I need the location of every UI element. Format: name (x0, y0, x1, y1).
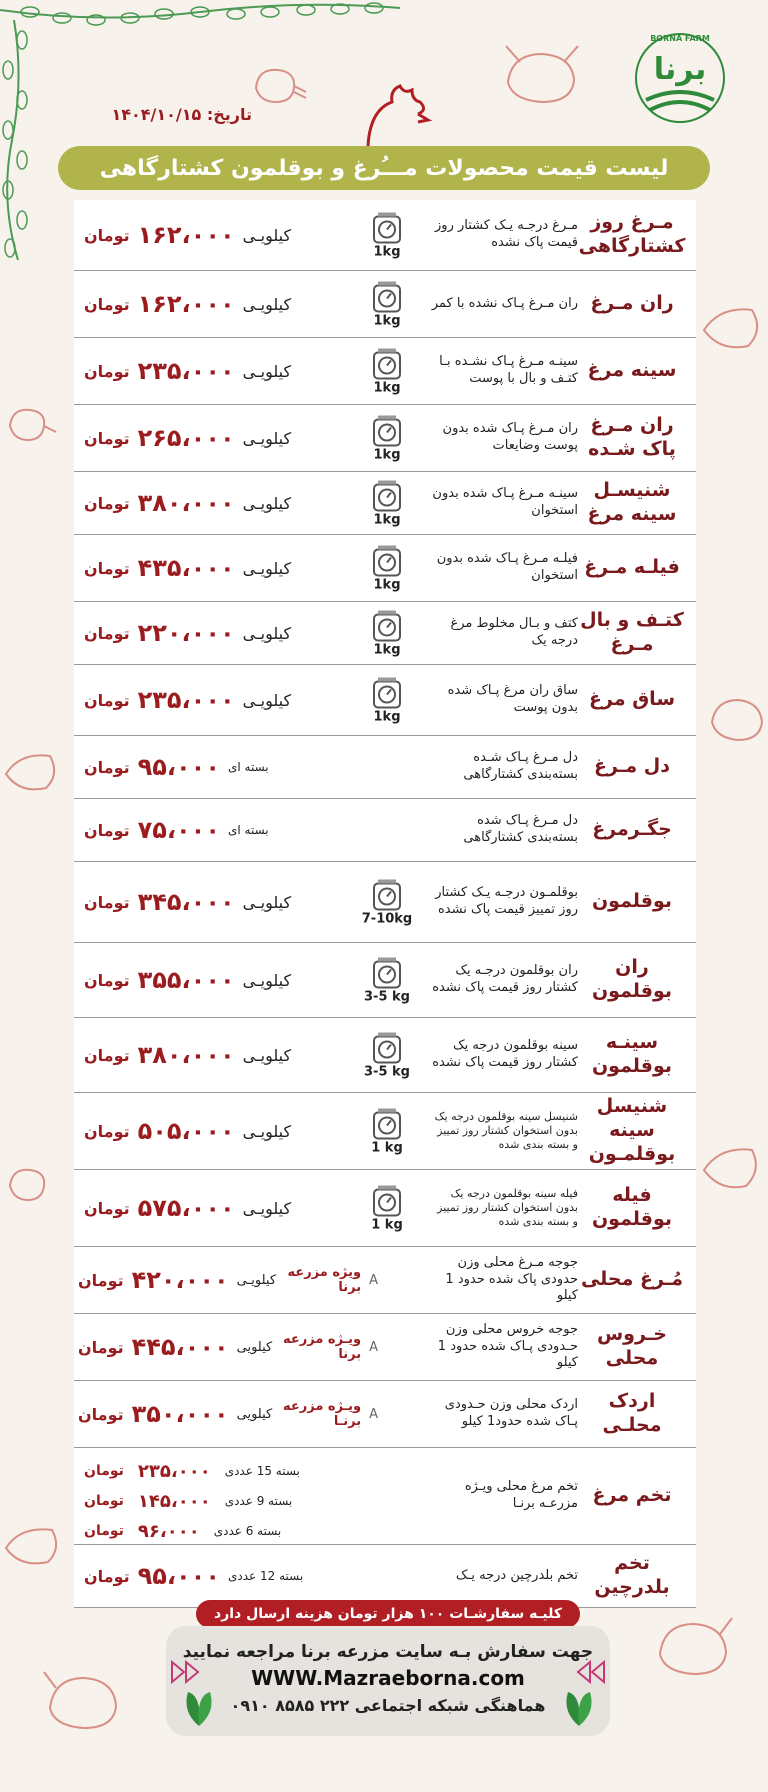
scale-icon (370, 878, 404, 912)
price-unit: کیلویـی (242, 294, 292, 314)
logo-subtext: BORNA FARM (650, 34, 710, 43)
price-currency: تومان (78, 1404, 124, 1424)
product-name: خـروس محلی (596, 1323, 668, 1369)
product-description: ران بوقلمون درجـه یک کشتار روز قیمت پاک نشده (432, 963, 578, 995)
page-title (58, 146, 710, 190)
price-currency: تومان (84, 1493, 124, 1509)
product-description: ران مـرغ پـاک شده بدون پوست وضایعات (442, 421, 578, 453)
order-info-box (166, 1626, 610, 1736)
scale-icon (370, 1031, 404, 1065)
product-name: شنیسل سینه بوقلمـون (588, 1095, 676, 1165)
product-description: کتف و بـال مخلوط مرغ درجه یک (450, 616, 578, 648)
product-description: اردک محلی وزن حـدودی پـاک شده حدود1 کیلو (444, 1397, 578, 1429)
price-value: ۲۶۵،۰۰۰ (137, 424, 235, 452)
price-cell (84, 271, 354, 337)
price-currency: تومان (84, 361, 130, 381)
roast-chicken-sketch-icon (650, 1610, 736, 1682)
price-cell (78, 1247, 378, 1313)
shipping-notice (196, 1600, 580, 1628)
table-row (74, 1170, 696, 1247)
price-value: ۹۵،۰۰۰ (137, 1562, 220, 1590)
price-currency: تومان (84, 820, 130, 840)
price-value: ۱۶۲،۰۰۰ (137, 221, 235, 249)
order-instruction: جهت سفارش بـه سایت مزرعه برنا مراجعه نمایید (182, 1642, 594, 1662)
egg-price-option (84, 1516, 324, 1546)
chicken-leg-sketch-icon (4, 400, 60, 448)
weight-badge (360, 1107, 414, 1156)
price-cell (84, 1093, 354, 1169)
price-value: ۹۶،۰۰۰ (137, 1520, 200, 1542)
product-description: جوجه مـرغ محلی وزن حدودی پاک شده حدود 1 کیلو (445, 1254, 578, 1304)
price-unit: کیلویـی (242, 892, 292, 912)
table-row (74, 535, 696, 602)
table-row (74, 1093, 696, 1170)
weight-badge (360, 211, 414, 260)
scale-icon (370, 479, 404, 513)
leaf-icon (560, 1688, 598, 1728)
contact-info: هماهنگی شبکه اجتماعی ۲۲۲ ۸۵۸۵ ۰۹۱۰ (230, 1696, 546, 1715)
price-unit: کیلویـی (242, 1198, 292, 1218)
product-description: دل مـرغ پـاک شده بسته‌بندی کشتارگاهی (463, 813, 578, 845)
product-description: جوجه خروس محلی وزن حـدودی پـاک شده حدود 1 کیلو (437, 1321, 578, 1371)
price-currency: تومان (84, 892, 130, 912)
product-name: فیلـه مـرغ (584, 556, 680, 579)
logo-text: برنا (653, 52, 707, 87)
product-name: جگـرمرغ (592, 818, 672, 841)
price-value: ۱۴۵،۰۰۰ (137, 1490, 211, 1512)
chicken-leg-sketch-icon (248, 58, 312, 110)
weight-label: 1kg (373, 313, 401, 329)
weight-badge (360, 609, 414, 658)
price-value: ۴۲۰،۰۰۰ (131, 1266, 229, 1294)
price-currency: تومان (84, 1121, 130, 1141)
weight-label: 1kg (373, 447, 401, 463)
scale-icon (370, 1107, 404, 1141)
price-value: ۹۵،۰۰۰ (137, 753, 220, 781)
weight-badge (360, 347, 414, 396)
product-description: فیله سینه بوقلمون درجه یک بدون استخوان کشتار روز تمییز و بسته بندی شده (437, 1186, 578, 1229)
arrow-left-icon (572, 1660, 606, 1684)
product-name: مُـرغ محلی (580, 1268, 684, 1291)
product-description: سینه بوقلمون درجه یک کشتار روز قیمت پاک نشده (432, 1038, 578, 1070)
table-row (74, 862, 696, 943)
weight-label: 1kg (373, 512, 401, 528)
product-name: شنیسـل سینه مرغ (587, 479, 677, 525)
weight-badge (360, 1031, 414, 1080)
scale-icon (370, 676, 404, 710)
scale-icon (370, 1184, 404, 1218)
price-unit: کیلویـی (242, 428, 292, 448)
table-row (74, 271, 696, 338)
product-name: تخم بلدرچین (594, 1552, 670, 1598)
grade-mark: A (369, 1339, 378, 1355)
price-cell (84, 1170, 354, 1246)
price-value: ۳۵۰،۰۰۰ (131, 1400, 229, 1428)
shipping-notice-text: کلیـه سفارشـات ۱۰۰ هزار تومان هزینه ارسال دارد (214, 1606, 562, 1622)
egg-price-option (84, 1486, 324, 1516)
table-row (74, 602, 696, 665)
weight-label: 7-10kg (361, 911, 413, 927)
scale-icon (370, 956, 404, 990)
price-cell (84, 472, 354, 534)
price-unit: کیلویـی (242, 1121, 292, 1141)
product-name: ران مـرغ پاک شـده (588, 414, 676, 460)
pack-label: بسته 9 عددی (224, 1494, 293, 1508)
product-name: سینه مرغ (587, 359, 677, 382)
weight-label: 1 kg (371, 1140, 403, 1156)
product-description: بوقلمـون درجـه یـک کشتار روز تمییز قیمت پاک نشده (435, 885, 578, 917)
price-unit: کیلویـی (242, 1045, 292, 1065)
pack-label: بسته 12 عددی (227, 1569, 304, 1583)
price-value: ۴۴۵،۰۰۰ (131, 1333, 229, 1361)
price-currency: تومان (84, 1045, 130, 1065)
table-row (74, 943, 696, 1018)
product-description: سینـه مـرغ پـاک شده بدون استخوان (432, 486, 578, 518)
table-row (74, 1018, 696, 1093)
roast-chicken-sketch-icon (706, 690, 766, 746)
price-value: ۵۰۵،۰۰۰ (137, 1117, 235, 1145)
price-cell (84, 338, 354, 404)
price-unit: کیلویـی (242, 623, 292, 643)
weight-label: 1kg (373, 380, 401, 396)
price-cell (84, 535, 354, 601)
vine-decoration-top (0, 0, 400, 34)
farm-label: ویژه مزرعه برنا (287, 1265, 362, 1295)
price-cell (78, 1381, 378, 1447)
egg-price-list (84, 1456, 324, 1546)
table-row (74, 1545, 696, 1608)
scale-icon (370, 414, 404, 448)
product-description: ران مـرغ پـاک نشده با کمر (431, 295, 578, 311)
chicken-wing-sketch-icon (2, 748, 62, 798)
table-row (74, 405, 696, 472)
weight-badge (360, 878, 414, 927)
price-unit: کیلویـی (242, 690, 292, 710)
weight-label: 1 kg (371, 1217, 403, 1233)
price-cell (84, 1018, 354, 1092)
price-currency: تومان (84, 1198, 130, 1218)
table-row (74, 338, 696, 405)
price-value: ۲۳۵،۰۰۰ (137, 686, 235, 714)
farm-label: ویـژه مزرعه برنا (283, 1332, 362, 1362)
price-unit: کیلویی (236, 1339, 273, 1355)
date-label: تاریخ: (206, 105, 252, 124)
price-currency: تومان (84, 1566, 130, 1586)
price-unit: کیلویـی (242, 225, 292, 245)
pack-label: بسته ای (227, 760, 269, 774)
price-value: ۷۵،۰۰۰ (137, 816, 220, 844)
price-value: ۳۸۰،۰۰۰ (137, 1041, 235, 1069)
price-cell (84, 799, 354, 861)
price-currency: تومان (84, 623, 130, 643)
price-currency: تومان (84, 493, 130, 513)
price-unit: کیلویـی (236, 1272, 277, 1288)
weight-label: 3-5 kg (364, 1064, 410, 1080)
price-cell (78, 1314, 378, 1380)
weight-badge (360, 280, 414, 329)
weight-badge (360, 956, 414, 1005)
price-currency: تومان (84, 970, 130, 990)
product-name: دل مـرغ (594, 755, 670, 778)
table-row (74, 472, 696, 535)
price-currency: تومان (84, 1463, 124, 1479)
product-name: ران مـرغ (590, 292, 674, 315)
rooster-icon (362, 80, 432, 152)
price-value: ۲۳۵،۰۰۰ (137, 1460, 211, 1482)
pack-label: بسته ای (227, 823, 269, 837)
scale-icon (370, 280, 404, 314)
price-cell (84, 200, 354, 270)
weight-badge (360, 544, 414, 593)
page-title-text: لیست قیمت محصولات مـــُرغ و بوقلمون کشتارگاهی (99, 155, 669, 181)
chicken-leg-sketch-icon (4, 1160, 60, 1208)
price-currency: تومان (84, 428, 130, 448)
table-row (74, 200, 696, 271)
vine-decoration-left (0, 20, 34, 260)
price-currency: تومان (78, 1337, 124, 1357)
roast-chicken-sketch-icon (498, 40, 584, 110)
price-value: ۳۵۵،۰۰۰ (137, 966, 235, 994)
scale-icon (370, 211, 404, 245)
pack-label: بسته 15 عددی (224, 1464, 300, 1478)
price-value: ۲۲۰،۰۰۰ (137, 619, 235, 647)
website-link[interactable]: WWW.Mazraeborna.com (251, 1666, 525, 1690)
product-name: تخم مرغ (592, 1484, 672, 1507)
date-line (72, 105, 252, 131)
price-cell (84, 1545, 354, 1607)
product-name: مـرغ روز کشتارگاهی (578, 211, 686, 257)
price-currency: تومان (84, 558, 130, 578)
weight-label: 1kg (373, 709, 401, 725)
weight-badge (360, 1184, 414, 1233)
borna-farm-logo (632, 30, 728, 126)
table-row (74, 736, 696, 799)
date-value: ۱۴۰۴/۱۰/۱۵ (111, 105, 202, 124)
product-name: ساق مرغ (589, 688, 675, 711)
price-currency: تومان (78, 1270, 124, 1290)
price-value: ۳۴۵،۰۰۰ (137, 888, 235, 916)
price-cell (84, 602, 354, 664)
price-unit: کیلویی (236, 1406, 273, 1422)
product-description: فیلـه مـرغ پـاک شده بدون استخوان (436, 551, 578, 583)
price-cell (84, 665, 354, 735)
pack-label: بسته 6 عددی (213, 1524, 282, 1538)
chicken-wing-sketch-icon (700, 1140, 764, 1196)
weight-badge (360, 414, 414, 463)
scale-icon (370, 544, 404, 578)
table-row (74, 1314, 696, 1381)
price-cell (84, 736, 354, 798)
price-cell (84, 943, 354, 1017)
price-value: ۱۶۲،۰۰۰ (137, 290, 235, 318)
leaf-icon (180, 1688, 218, 1728)
chicken-wing-sketch-icon (2, 1520, 64, 1572)
product-description: دل مـرغ پـاک شـده بسته‌بندی کشتارگاهی (463, 750, 578, 782)
price-currency: تومان (84, 1523, 124, 1539)
weight-label: 1kg (373, 244, 401, 260)
product-description: تخم بلدرچین درجه یـک (455, 1567, 578, 1583)
weight-badge (360, 479, 414, 528)
roast-chicken-sketch-icon (40, 1664, 126, 1736)
product-description: ساق ران مرغ پـاک شده بدون پوست (447, 683, 578, 715)
table-row (74, 799, 696, 862)
price-unit: کیلویـی (242, 361, 292, 381)
price-unit: کیلویـی (242, 558, 292, 578)
weight-badge (360, 676, 414, 725)
grade-mark: A (369, 1406, 378, 1422)
product-name: کتـف و بال مـرغ (580, 609, 684, 655)
farm-label: ویـژه مزرعه برنـا (283, 1399, 362, 1429)
table-row (74, 665, 696, 736)
price-currency: تومان (84, 294, 130, 314)
table-row (74, 1448, 696, 1545)
product-description: مـرغ درجـه یـک کشتار روز قیمت پاک نشده (435, 218, 578, 250)
product-name: اردک محلـی (602, 1390, 662, 1436)
weight-label: 1kg (373, 642, 401, 658)
price-value: ۴۳۵،۰۰۰ (137, 554, 235, 582)
scale-icon (370, 609, 404, 643)
product-name: فیله بوقلمون (591, 1184, 673, 1230)
table-row (74, 1247, 696, 1314)
weight-label: 1kg (373, 577, 401, 593)
price-value: ۲۳۵،۰۰۰ (137, 357, 235, 385)
product-description: سینـه مـرغ پـاک نشـده بـا کتـف و بال با پوست (439, 354, 578, 386)
price-cell (84, 862, 354, 942)
product-name: بوقلمون (591, 890, 673, 913)
scale-icon (370, 347, 404, 381)
egg-price-option (84, 1456, 324, 1486)
grade-mark: A (369, 1272, 378, 1288)
price-unit: کیلویـی (242, 970, 292, 990)
product-name: سینـه بوقلمون (591, 1031, 673, 1077)
price-currency: تومان (84, 757, 130, 777)
arrow-right-icon (170, 1660, 204, 1684)
price-unit: کیلویـی (242, 493, 292, 513)
price-currency: تومان (84, 690, 130, 710)
price-currency: تومان (84, 225, 130, 245)
product-description: شنیسل سینه بوقلمون درجه یک بدون استخوان کشتار روز تمییز و بسته بندی شده (434, 1109, 578, 1152)
product-name: ران بوقلمون (591, 956, 673, 1002)
price-cell (84, 405, 354, 471)
price-value: ۳۸۰،۰۰۰ (137, 489, 235, 517)
price-table (74, 200, 696, 1608)
table-row (74, 1381, 696, 1448)
chicken-wing-sketch-icon (700, 300, 766, 356)
price-value: ۵۷۵،۰۰۰ (137, 1194, 235, 1222)
weight-label: 3-5 kg (364, 989, 410, 1005)
product-description: تخم مرغ محلی ویـژه مزرعـه برنـا (464, 1479, 578, 1511)
